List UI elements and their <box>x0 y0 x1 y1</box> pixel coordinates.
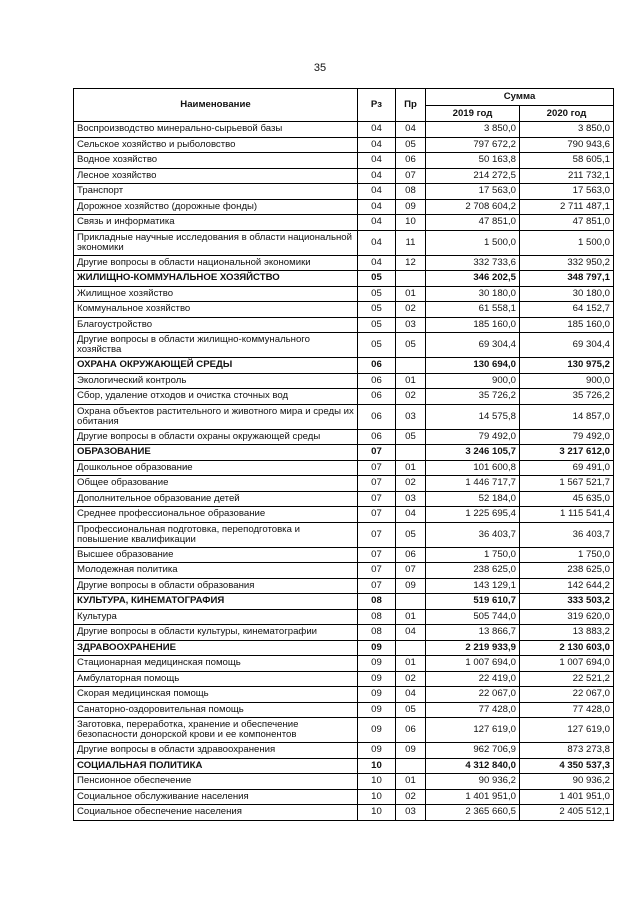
table-row <box>74 184 614 200</box>
cell-name: Другие вопросы в области национальной экономики <box>74 255 358 271</box>
cell-pr: 05 <box>396 522 426 547</box>
table-row <box>74 702 614 718</box>
cell-pr: 02 <box>396 476 426 492</box>
cell-pr: 06 <box>396 718 426 743</box>
cell-2020: 790 943,6 <box>520 137 614 153</box>
cell-name: Дорожное хозяйство (дорожные фонды) <box>74 199 358 215</box>
cell-2019: 4 312 840,0 <box>426 758 520 774</box>
cell-pr: 02 <box>396 789 426 805</box>
cell-2020: 22 521,2 <box>520 671 614 687</box>
table-row <box>74 507 614 523</box>
cell-pr: 09 <box>396 578 426 594</box>
table-row <box>74 137 614 153</box>
cell-name: Связь и информатика <box>74 215 358 231</box>
cell-rz: 09 <box>358 671 396 687</box>
cell-2020: 127 619,0 <box>520 718 614 743</box>
table-row <box>74 153 614 169</box>
cell-pr: 04 <box>396 687 426 703</box>
cell-name: Дошкольное образование <box>74 460 358 476</box>
cell-2019: 900,0 <box>426 373 520 389</box>
cell-2019: 14 575,8 <box>426 404 520 429</box>
table-header <box>74 89 614 122</box>
cell-2019: 1 225 695,4 <box>426 507 520 523</box>
cell-2019: 101 600,8 <box>426 460 520 476</box>
cell-2019: 797 672,2 <box>426 137 520 153</box>
cell-2020: 45 635,0 <box>520 491 614 507</box>
cell-name: Лесное хозяйство <box>74 168 358 184</box>
cell-name: Другие вопросы в области культуры, кинематографии <box>74 625 358 641</box>
table-row <box>74 563 614 579</box>
cell-2019: 30 180,0 <box>426 286 520 302</box>
cell-2019: 36 403,7 <box>426 522 520 547</box>
cell-rz: 04 <box>358 199 396 215</box>
cell-name: ЖИЛИЩНО-КОММУНАЛЬНОЕ ХОЗЯЙСТВО <box>74 271 358 287</box>
cell-2019: 185 160,0 <box>426 317 520 333</box>
cell-name: Стационарная медицинская помощь <box>74 656 358 672</box>
cell-rz: 07 <box>358 578 396 594</box>
cell-pr: 01 <box>396 656 426 672</box>
cell-name: Экологический контроль <box>74 373 358 389</box>
cell-pr: 06 <box>396 547 426 563</box>
cell-rz: 09 <box>358 640 396 656</box>
cell-rz: 04 <box>358 153 396 169</box>
cell-rz: 07 <box>358 522 396 547</box>
cell-rz: 09 <box>358 718 396 743</box>
cell-rz: 10 <box>358 805 396 821</box>
cell-pr: 05 <box>396 137 426 153</box>
cell-rz: 07 <box>358 547 396 563</box>
cell-2020: 47 851,0 <box>520 215 614 231</box>
cell-2019: 79 492,0 <box>426 429 520 445</box>
cell-name: ЗДРАВООХРАНЕНИЕ <box>74 640 358 656</box>
cell-pr: 06 <box>396 153 426 169</box>
table-row <box>74 718 614 743</box>
cell-name: Транспорт <box>74 184 358 200</box>
page-number: 35 <box>313 62 327 74</box>
section-row <box>74 640 614 656</box>
cell-2020: 1 115 541,4 <box>520 507 614 523</box>
cell-rz: 09 <box>358 687 396 703</box>
cell-pr: 02 <box>396 389 426 405</box>
cell-pr: 07 <box>396 563 426 579</box>
cell-rz: 09 <box>358 656 396 672</box>
cell-2020: 13 883,2 <box>520 625 614 641</box>
cell-2019: 50 163,8 <box>426 153 520 169</box>
cell-name: Молодежная политика <box>74 563 358 579</box>
cell-name: Другие вопросы в области образования <box>74 578 358 594</box>
cell-2019: 238 625,0 <box>426 563 520 579</box>
cell-name: Культура <box>74 609 358 625</box>
column-header-sum: Сумма <box>426 89 614 106</box>
cell-rz: 06 <box>358 358 396 374</box>
cell-2019: 346 202,5 <box>426 271 520 287</box>
cell-rz: 05 <box>358 302 396 318</box>
cell-rz: 10 <box>358 774 396 790</box>
table-row <box>74 404 614 429</box>
cell-2020: 77 428,0 <box>520 702 614 718</box>
column-header-name: Наименование <box>74 89 358 122</box>
cell-name: КУЛЬТУРА, КИНЕМАТОГРАФИЯ <box>74 594 358 610</box>
cell-2020: 130 975,2 <box>520 358 614 374</box>
cell-2019: 22 419,0 <box>426 671 520 687</box>
table-row <box>74 805 614 821</box>
cell-2019: 1 750,0 <box>426 547 520 563</box>
cell-pr: 10 <box>396 215 426 231</box>
table-row <box>74 429 614 445</box>
cell-pr <box>396 594 426 610</box>
cell-rz: 05 <box>358 271 396 287</box>
table-row <box>74 789 614 805</box>
cell-pr: 02 <box>396 302 426 318</box>
cell-2020: 2 711 487,1 <box>520 199 614 215</box>
cell-pr: 03 <box>396 317 426 333</box>
table-row <box>74 687 614 703</box>
cell-2020: 36 403,7 <box>520 522 614 547</box>
cell-pr <box>396 271 426 287</box>
cell-2019: 52 184,0 <box>426 491 520 507</box>
cell-rz: 06 <box>358 373 396 389</box>
cell-2019: 69 304,4 <box>426 333 520 358</box>
cell-name: ОХРАНА ОКРУЖАЮЩЕЙ СРЕДЫ <box>74 358 358 374</box>
table-row <box>74 255 614 271</box>
cell-pr: 09 <box>396 199 426 215</box>
cell-name: Воспроизводство минерально-сырьевой базы <box>74 122 358 138</box>
cell-2019: 505 744,0 <box>426 609 520 625</box>
cell-pr: 04 <box>396 122 426 138</box>
cell-2020: 14 857,0 <box>520 404 614 429</box>
cell-name: Жилищное хозяйство <box>74 286 358 302</box>
cell-rz: 08 <box>358 594 396 610</box>
cell-rz: 04 <box>358 230 396 255</box>
cell-rz: 06 <box>358 404 396 429</box>
cell-pr: 03 <box>396 805 426 821</box>
table-row <box>74 656 614 672</box>
cell-name: ОБРАЗОВАНИЕ <box>74 445 358 461</box>
cell-rz: 06 <box>358 389 396 405</box>
cell-pr: 12 <box>396 255 426 271</box>
cell-2020: 185 160,0 <box>520 317 614 333</box>
table-row <box>74 743 614 759</box>
cell-name: Другие вопросы в области здравоохранения <box>74 743 358 759</box>
cell-rz: 10 <box>358 789 396 805</box>
cell-2020: 873 273,8 <box>520 743 614 759</box>
cell-2019: 77 428,0 <box>426 702 520 718</box>
cell-2020: 2 130 603,0 <box>520 640 614 656</box>
cell-2019: 1 446 717,7 <box>426 476 520 492</box>
table-row <box>74 317 614 333</box>
cell-2020: 17 563,0 <box>520 184 614 200</box>
cell-rz: 07 <box>358 445 396 461</box>
cell-2019: 22 067,0 <box>426 687 520 703</box>
cell-name: Сельское хозяйство и рыболовство <box>74 137 358 153</box>
cell-name: Пенсионное обеспечение <box>74 774 358 790</box>
cell-pr: 03 <box>396 404 426 429</box>
cell-2019: 143 129,1 <box>426 578 520 594</box>
cell-2020: 90 936,2 <box>520 774 614 790</box>
table-row <box>74 302 614 318</box>
table-row <box>74 373 614 389</box>
cell-name: СОЦИАЛЬНАЯ ПОЛИТИКА <box>74 758 358 774</box>
cell-name: Коммунальное хозяйство <box>74 302 358 318</box>
cell-2019: 214 272,5 <box>426 168 520 184</box>
table-row <box>74 774 614 790</box>
cell-rz: 09 <box>358 702 396 718</box>
cell-pr: 09 <box>396 743 426 759</box>
table-row <box>74 578 614 594</box>
cell-name: Социальное обслуживание населения <box>74 789 358 805</box>
cell-pr: 02 <box>396 671 426 687</box>
table-row <box>74 230 614 255</box>
cell-2020: 2 405 512,1 <box>520 805 614 821</box>
cell-name: Общее образование <box>74 476 358 492</box>
cell-rz: 04 <box>358 215 396 231</box>
cell-2020: 64 152,7 <box>520 302 614 318</box>
cell-2019: 332 733,6 <box>426 255 520 271</box>
cell-pr: 05 <box>396 429 426 445</box>
cell-name: Высшее образование <box>74 547 358 563</box>
cell-name: Другие вопросы в области охраны окружающей среды <box>74 429 358 445</box>
table-row <box>74 286 614 302</box>
cell-name: Другие вопросы в области жилищно-коммунального хозяйства <box>74 333 358 358</box>
column-header-rz: Рз <box>358 89 396 122</box>
cell-rz: 06 <box>358 429 396 445</box>
table-row <box>74 168 614 184</box>
cell-2020: 319 620,0 <box>520 609 614 625</box>
cell-2019: 2 219 933,9 <box>426 640 520 656</box>
cell-2019: 127 619,0 <box>426 718 520 743</box>
cell-2019: 61 558,1 <box>426 302 520 318</box>
cell-2019: 130 694,0 <box>426 358 520 374</box>
cell-2019: 35 726,2 <box>426 389 520 405</box>
cell-pr: 04 <box>396 507 426 523</box>
cell-2019: 962 706,9 <box>426 743 520 759</box>
cell-name: Дополнительное образование детей <box>74 491 358 507</box>
cell-rz: 07 <box>358 460 396 476</box>
cell-2020: 58 605,1 <box>520 153 614 169</box>
cell-2020: 69 491,0 <box>520 460 614 476</box>
cell-2020: 69 304,4 <box>520 333 614 358</box>
table-row <box>74 389 614 405</box>
cell-pr <box>396 758 426 774</box>
cell-2019: 2 365 660,5 <box>426 805 520 821</box>
cell-2020: 900,0 <box>520 373 614 389</box>
section-row <box>74 271 614 287</box>
column-header-pr: Пр <box>396 89 426 122</box>
cell-rz: 09 <box>358 743 396 759</box>
budget-table <box>73 88 614 821</box>
cell-name: Охрана объектов растительного и животного мира и среды их обитания <box>74 404 358 429</box>
cell-pr: 01 <box>396 373 426 389</box>
cell-2020: 1 007 694,0 <box>520 656 614 672</box>
cell-2020: 3 850,0 <box>520 122 614 138</box>
cell-2020: 1 750,0 <box>520 547 614 563</box>
cell-2019: 1 500,0 <box>426 230 520 255</box>
cell-2020: 22 067,0 <box>520 687 614 703</box>
cell-pr: 01 <box>396 460 426 476</box>
table-row <box>74 199 614 215</box>
cell-pr: 08 <box>396 184 426 200</box>
table-row <box>74 460 614 476</box>
cell-rz: 07 <box>358 476 396 492</box>
section-row <box>74 594 614 610</box>
cell-2020: 30 180,0 <box>520 286 614 302</box>
cell-2019: 3 850,0 <box>426 122 520 138</box>
cell-2020: 332 950,2 <box>520 255 614 271</box>
cell-2020: 142 644,2 <box>520 578 614 594</box>
cell-2020: 348 797,1 <box>520 271 614 287</box>
cell-pr: 07 <box>396 168 426 184</box>
table-row <box>74 671 614 687</box>
cell-rz: 04 <box>358 168 396 184</box>
table-row <box>74 215 614 231</box>
table-row <box>74 522 614 547</box>
cell-rz: 05 <box>358 286 396 302</box>
cell-rz: 07 <box>358 491 396 507</box>
cell-2019: 2 708 604,2 <box>426 199 520 215</box>
cell-name: Амбулаторная помощь <box>74 671 358 687</box>
cell-rz: 04 <box>358 122 396 138</box>
cell-rz: 05 <box>358 317 396 333</box>
table-body <box>74 122 614 821</box>
cell-2020: 211 732,1 <box>520 168 614 184</box>
cell-rz: 07 <box>358 563 396 579</box>
section-row <box>74 358 614 374</box>
cell-rz: 04 <box>358 255 396 271</box>
cell-rz: 08 <box>358 625 396 641</box>
cell-name: Водное хозяйство <box>74 153 358 169</box>
cell-name: Сбор, удаление отходов и очистка сточных вод <box>74 389 358 405</box>
cell-2020: 4 350 537,3 <box>520 758 614 774</box>
cell-2020: 333 503,2 <box>520 594 614 610</box>
cell-name: Скорая медицинская помощь <box>74 687 358 703</box>
cell-2020: 35 726,2 <box>520 389 614 405</box>
column-header-2020: 2020 год <box>520 106 614 122</box>
cell-rz: 10 <box>358 758 396 774</box>
cell-rz: 05 <box>358 333 396 358</box>
cell-pr <box>396 640 426 656</box>
cell-name: Профессиональная подготовка, переподготовка и повышение квалификации <box>74 522 358 547</box>
cell-2019: 519 610,7 <box>426 594 520 610</box>
table-row <box>74 476 614 492</box>
cell-pr: 01 <box>396 774 426 790</box>
cell-2019: 1 007 694,0 <box>426 656 520 672</box>
table-row <box>74 333 614 358</box>
cell-rz: 04 <box>358 137 396 153</box>
cell-pr: 04 <box>396 625 426 641</box>
cell-name: Санаторно-оздоровительная помощь <box>74 702 358 718</box>
cell-rz: 07 <box>358 507 396 523</box>
cell-pr: 11 <box>396 230 426 255</box>
table-row <box>74 547 614 563</box>
cell-rz: 08 <box>358 609 396 625</box>
cell-name: Социальное обеспечение населения <box>74 805 358 821</box>
cell-2020: 238 625,0 <box>520 563 614 579</box>
table-row <box>74 122 614 138</box>
cell-pr <box>396 445 426 461</box>
cell-pr: 01 <box>396 286 426 302</box>
cell-pr: 03 <box>396 491 426 507</box>
cell-2019: 13 866,7 <box>426 625 520 641</box>
table-row <box>74 625 614 641</box>
cell-2020: 79 492,0 <box>520 429 614 445</box>
cell-2019: 47 851,0 <box>426 215 520 231</box>
cell-rz: 04 <box>358 184 396 200</box>
cell-name: Заготовка, переработка, хранение и обеспечение безопасности донорской крови и ее компонентов <box>74 718 358 743</box>
cell-2019: 1 401 951,0 <box>426 789 520 805</box>
section-row <box>74 758 614 774</box>
cell-2020: 1 567 521,7 <box>520 476 614 492</box>
cell-name: Благоустройство <box>74 317 358 333</box>
cell-pr: 05 <box>396 702 426 718</box>
cell-name: Прикладные научные исследования в области национальной экономики <box>74 230 358 255</box>
cell-pr <box>396 358 426 374</box>
cell-2019: 17 563,0 <box>426 184 520 200</box>
section-row <box>74 445 614 461</box>
column-header-2019: 2019 год <box>426 106 520 122</box>
cell-2020: 3 217 612,0 <box>520 445 614 461</box>
cell-pr: 05 <box>396 333 426 358</box>
cell-pr: 01 <box>396 609 426 625</box>
cell-2019: 3 246 105,7 <box>426 445 520 461</box>
cell-2020: 1 500,0 <box>520 230 614 255</box>
table-row <box>74 609 614 625</box>
table-row <box>74 491 614 507</box>
cell-name: Среднее профессиональное образование <box>74 507 358 523</box>
cell-2020: 1 401 951,0 <box>520 789 614 805</box>
cell-2019: 90 936,2 <box>426 774 520 790</box>
